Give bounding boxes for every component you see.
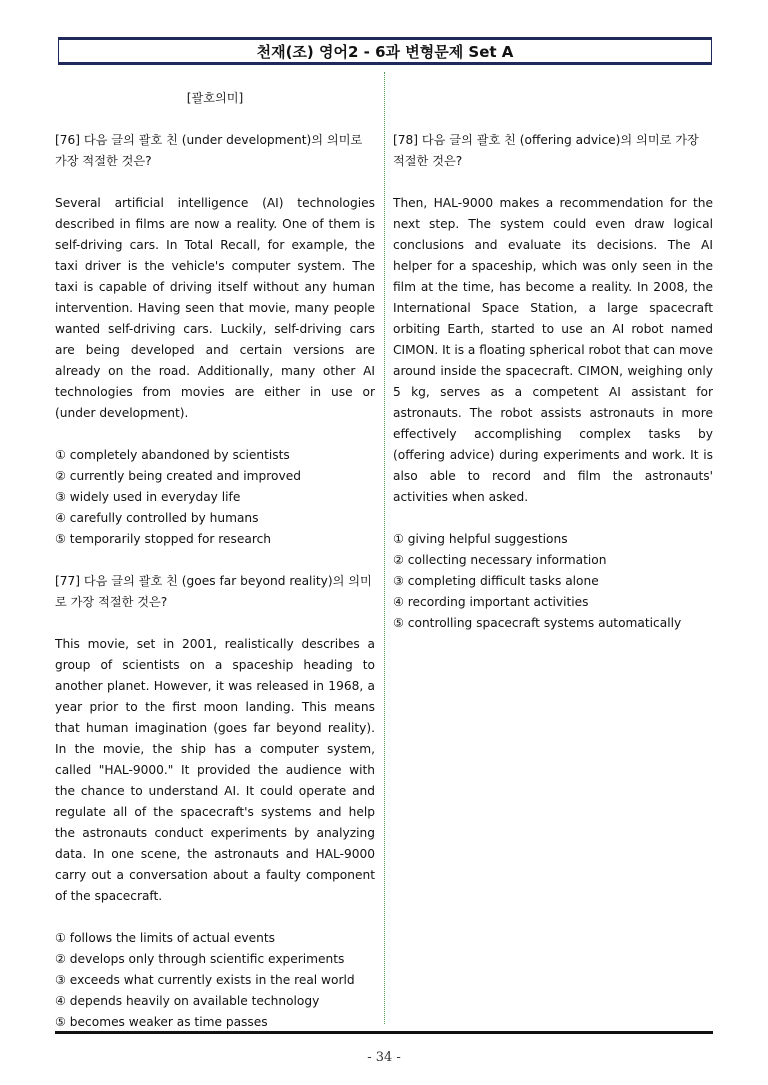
question-passage: Several artificial intelligence (AI) technologies described in films are now a reality. One of them is self-driving cars. In Total Recall, for example, the taxi driver is the vehicle's computer system. The taxi is capable of driving itself without any human intervention. Having seen that movie, many people wanted self-driving cars. Luckily, self-driving cars are being developed and certain versions are already on the road. Additionally, many other AI technologies from movies are either in use or (under development). (55, 196, 375, 420)
page-number: - 34 - (367, 1050, 401, 1065)
answer-option[interactable]: ④ recording important activities (393, 595, 589, 609)
question-76 (55, 130, 375, 550)
answer-options (55, 445, 375, 550)
answer-option[interactable]: ⑤ becomes weaker as time passes (55, 1015, 268, 1029)
right-column (393, 130, 713, 655)
question-passage: This movie, set in 2001, realistically describes a group of scientists on a spaceship heading to another planet. However, it was released in 1968, a year prior to the first moon landing. This means that human imagination (goes far beyond reality). In the movie, the ship has a computer system, called "HAL-9000." It provided the audience with the chance to understand AI. It could operate and regulate all of the spacecraft's systems and help the astronauts conduct experiments by analyzing data. In one scene, the astronauts and HAL-9000 carry out a conversation about a faulty component of the spacecraft. (55, 637, 375, 903)
question-head: [76] 다음 글의 괄호 친 (under development)의 의미로 가장 적절한 것은? (55, 133, 363, 168)
answer-option[interactable]: ② currently being created and improved (55, 469, 301, 483)
column-divider (384, 72, 385, 1024)
answer-option[interactable]: ② develops only through scientific experiments (55, 952, 345, 966)
question-head: [78] 다음 글의 괄호 친 (offering advice)의 의미로 가장 적절한 것은? (393, 133, 699, 168)
answer-option[interactable]: ① completely abandoned by scientists (55, 448, 290, 462)
footer-rule (55, 1031, 713, 1034)
question-passage: Then, HAL-9000 makes a recommendation for the next step. The system could even draw logical conclusions and evaluate its decisions. The AI helper for a spaceship, which was only seen in the film at the time, has become a reality. In 2008, the International Space Station, a large spacecraft orbiting Earth, started to use an AI robot named CIMON. It is a floating spherical robot that can move around inside the spacecraft. CIMON, weighing only 5 kg, serves as a competent AI assistant for astronauts. The robot assists astronauts in more effectively accomplishing complex tasks by (offering advice) during experiments and work. It is also able to record and film the astronauts' activities when asked. (393, 196, 713, 504)
header-title: 천재(조) 영어2 - 6과 변형문제 Set A (256, 42, 514, 61)
left-column (55, 88, 375, 1054)
answer-option[interactable]: ① giving helpful suggestions (393, 532, 568, 546)
answer-option[interactable]: ⑤ controlling spacecraft systems automatically (393, 616, 682, 630)
answer-option[interactable]: ④ carefully controlled by humans (55, 511, 259, 525)
answer-option[interactable]: ② collecting necessary information (393, 553, 607, 567)
answer-option[interactable]: ⑤ temporarily stopped for research (55, 532, 272, 546)
answer-options (55, 928, 375, 1033)
answer-options (393, 529, 713, 634)
answer-option[interactable]: ① follows the limits of actual events (55, 931, 275, 945)
answer-option[interactable]: ③ completing difficult tasks alone (393, 574, 599, 588)
question-78 (393, 130, 713, 634)
page-header (58, 37, 712, 65)
question-head: [77] 다음 글의 괄호 친 (goes far beyond reality)의 의미로 가장 적절한 것은? (55, 574, 372, 609)
answer-option[interactable]: ④ depends heavily on available technology (55, 994, 320, 1008)
answer-option[interactable]: ③ widely used in everyday life (55, 490, 241, 504)
answer-option[interactable]: ③ exceeds what currently exists in the real world (55, 973, 355, 987)
question-77 (55, 571, 375, 1033)
section-label: [괄호의미] (186, 91, 244, 105)
